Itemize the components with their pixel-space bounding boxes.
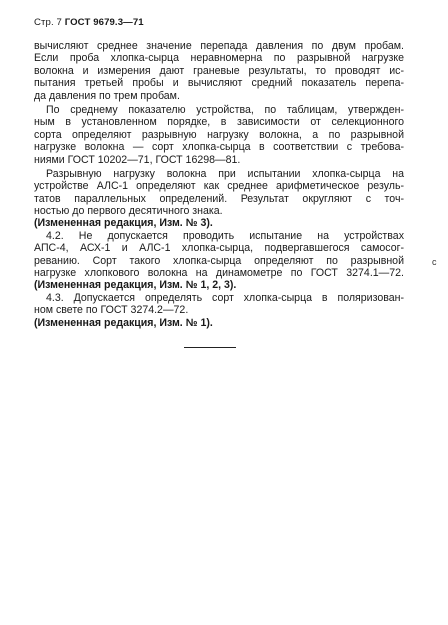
amendment-note: (Измененная редакция, Изм. № 1). bbox=[34, 316, 213, 329]
standard-designation: ГОСТ 9679.3—71 bbox=[64, 17, 144, 28]
page-header bbox=[34, 17, 144, 28]
amendment-note: (Измененная редакция, Изм. № 3). bbox=[34, 217, 213, 230]
text-line: устройстве АЛС-1 определяют как среднее арифметическое резуль- bbox=[34, 180, 404, 193]
amendment-note: (Измененная редакция, Изм. № 1, 2, 3). bbox=[34, 279, 237, 292]
text-line: Разрывную нагрузку волокна при испытании хлопка-сырца на bbox=[46, 167, 404, 180]
text-line: нагрузке хлопкового волокна на динамометре по ГОСТ 3274.1—72. bbox=[34, 267, 404, 280]
end-rule bbox=[184, 347, 236, 348]
text-line: реванию. Сорт такого хлопка-сырца определяют по разрывной bbox=[34, 254, 404, 267]
text-line: волокна и измерения дают граневые результаты, то проводят ис- bbox=[34, 64, 404, 77]
text-line: По среднему показателю устройства, по таблицам, утвержден- bbox=[46, 103, 404, 116]
text-line: ностью до первого десятичного знака. bbox=[34, 205, 223, 218]
text-line: Если проба хлопка-сырца неравномерна по разрывной нагрузке bbox=[34, 52, 404, 65]
text-line: пытания третьей пробы и вычисляют средний показатель перепа- bbox=[34, 77, 404, 90]
clause-4-3-line: 4.3. Допускается определять сорт хлопка-сырца в поляризован- bbox=[46, 291, 404, 304]
text-line: ниями ГОСТ 10202—71, ГОСТ 16298—81. bbox=[34, 153, 241, 166]
text-line: сорта определяют разрывную нагрузку волокна, а по разрывной bbox=[34, 128, 404, 141]
text-line: нагрузке волокна — сорт хлопка-сырца в соответствии с требова- bbox=[34, 141, 404, 154]
text-line: вычисляют среднее значение перепада давления по двум пробам. bbox=[34, 40, 404, 52]
document-body bbox=[34, 40, 404, 329]
page-number: Стр. 7 bbox=[34, 17, 62, 28]
text-line: ном свете по ГОСТ 3274.2—72. bbox=[34, 304, 189, 317]
margin-mark: с bbox=[432, 257, 437, 267]
text-line: АПС-4, АСХ-1 и АЛС-1 хлопка-сырца, подвергавшегося самосог- bbox=[34, 242, 404, 255]
clause-4-2-line: 4.2. Не допускается проводить испытание на устройствах bbox=[46, 229, 404, 242]
text-line: ным в установленном порядке, в зависимости от селекционного bbox=[34, 116, 404, 129]
text-line: татов параллельных определений. Результат округляют с точ- bbox=[34, 192, 404, 205]
text-line: да давления по трем пробам. bbox=[34, 89, 180, 102]
